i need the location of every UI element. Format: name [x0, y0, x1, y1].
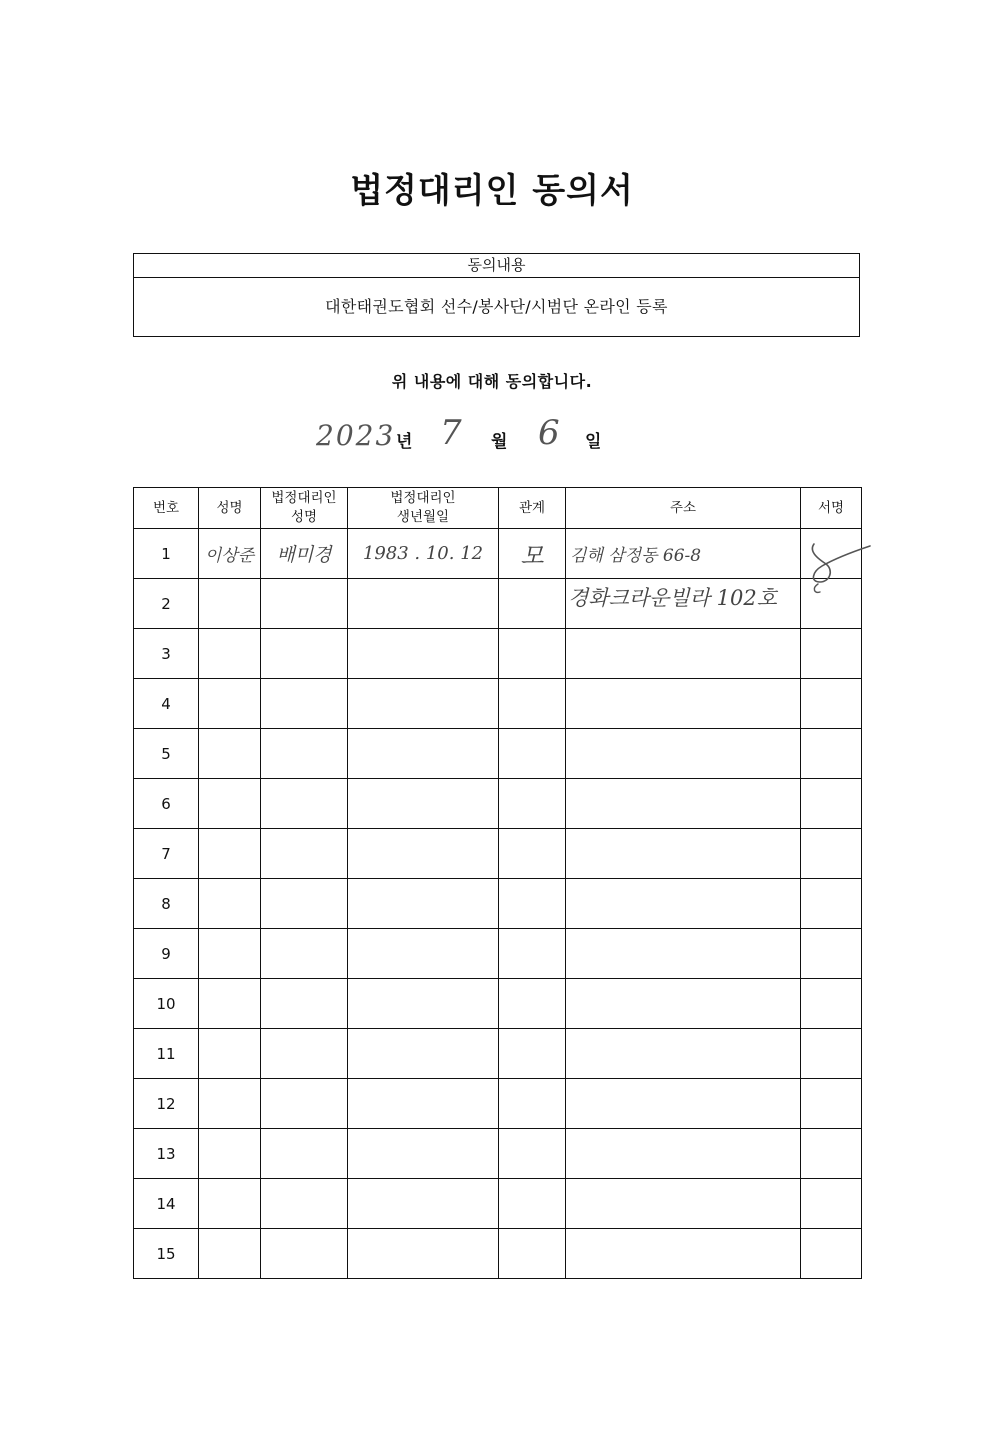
cell-guardian-name: 배미경: [261, 529, 348, 579]
col-header-guardian-birth-line1: 법정대리인: [390, 490, 456, 506]
cell-guardian-birth: [348, 579, 499, 629]
table-row: [134, 729, 862, 779]
cell-no: 14: [134, 1179, 199, 1229]
page-title: 법정대리인 동의서: [350, 171, 634, 211]
row2-address-handwritten: 경화크라운빌라 102호: [568, 586, 778, 610]
col-header-no: 번호: [134, 488, 199, 529]
cell-no: 11: [134, 1029, 199, 1079]
consent-body: 대한태권도협회 선수/봉사단/시범단 온라인 등록: [325, 297, 668, 316]
table-row: [134, 979, 862, 1029]
col-header-guardian-name-line2: 성명: [290, 509, 318, 525]
cell-no: 1: [134, 529, 199, 579]
table-row: [134, 1179, 862, 1229]
cell-no: 15: [134, 1229, 199, 1279]
date-month: 7: [440, 413, 462, 453]
table-row: [134, 929, 862, 979]
cell-no: 13: [134, 1129, 199, 1179]
col-header-guardian-name-line1: 법정대리인: [271, 490, 337, 506]
cell-no: 10: [134, 979, 199, 1029]
table-row: [134, 629, 862, 679]
cell-address: 김해 삼정동 66-8: [566, 529, 801, 579]
col-header-guardian-name: [261, 488, 348, 529]
date-year: 2023: [316, 419, 396, 452]
date-month-unit: 월: [491, 432, 508, 452]
table-row: [134, 1129, 862, 1179]
cell-no: 7: [134, 829, 199, 879]
table-row: [134, 1029, 862, 1079]
date-row: [0, 415, 984, 459]
col-header-guardian-birth: [348, 488, 499, 529]
cell-relation: [499, 579, 566, 629]
consent-header: 동의내용: [134, 254, 859, 278]
col-header-guardian-birth-line2: 생년월일: [396, 509, 450, 525]
cell-name: 이상준: [199, 529, 261, 579]
date-day-unit: 일: [585, 432, 602, 452]
consent-box: [133, 253, 860, 337]
cell-no: 12: [134, 1079, 199, 1129]
cell-no: 9: [134, 929, 199, 979]
cell-no: 8: [134, 879, 199, 929]
col-header-name: 성명: [199, 488, 261, 529]
cell-name: [199, 579, 261, 629]
table-row: [134, 779, 862, 829]
cell-guardian-birth: 1983 . 10. 12: [348, 529, 499, 579]
cell-no: 6: [134, 779, 199, 829]
cell-no: 5: [134, 729, 199, 779]
table-row: [134, 1229, 862, 1279]
date-day: 6: [538, 413, 560, 453]
cell-relation: 모: [499, 529, 566, 579]
table-row: [134, 879, 862, 929]
table-row: [134, 529, 862, 579]
table-row: [134, 1079, 862, 1129]
table-header-row: [134, 488, 862, 529]
table-row: [134, 679, 862, 729]
signature-icon: [806, 538, 876, 596]
col-header-relation: 관계: [499, 488, 566, 529]
col-header-address: 주소: [566, 488, 801, 529]
date-year-unit: 년: [396, 432, 413, 452]
cell-no: 2: [134, 579, 199, 629]
col-header-signature: 서명: [801, 488, 862, 529]
cell-no: 3: [134, 629, 199, 679]
table-row: [134, 829, 862, 879]
cell-guardian-name: [261, 579, 348, 629]
agree-statement: 위 내용에 대해 동의합니다.: [391, 372, 593, 391]
cell-no: 4: [134, 679, 199, 729]
